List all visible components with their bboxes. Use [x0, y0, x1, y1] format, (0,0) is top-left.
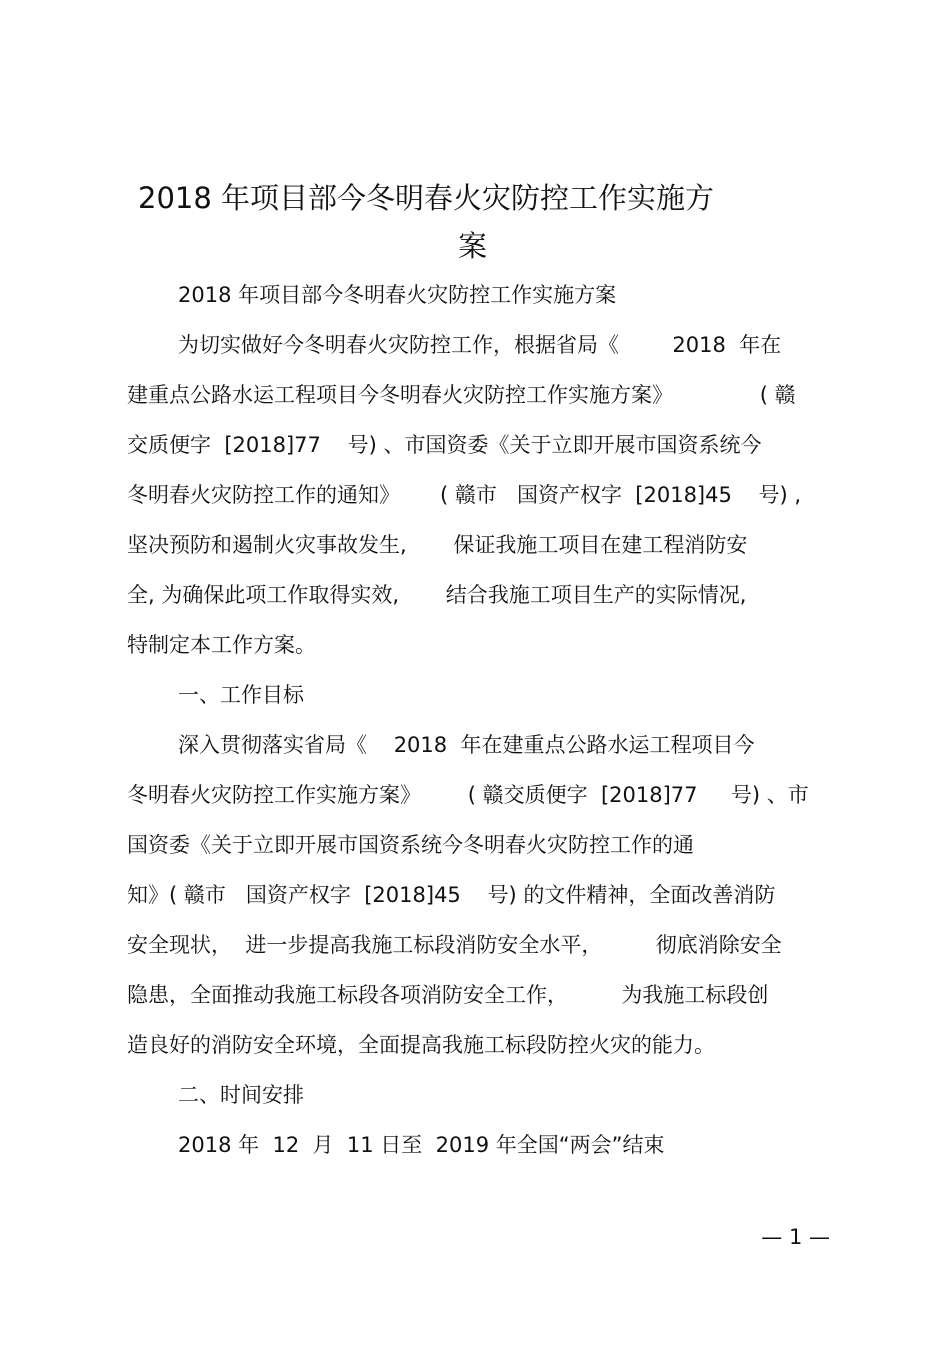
document-subtitle: 2018 年项目部今冬明春火灾防控工作实施方案	[178, 283, 617, 307]
goals-line: 冬明春火灾防控工作实施方案》 ( 赣交质便字 [2018]77 号) 、市	[127, 783, 809, 807]
goals-line: 国资委《关于立即开展市国资系统今冬明春火灾防控工作的通	[127, 833, 694, 857]
intro-line: 全, 为确保此项工作取得实效, 结合我施工项目生产的实际情况,	[127, 583, 747, 607]
intro-line: 冬明春火灾防控工作的通知》 ( 赣市 国资产权字 [2018]45 号) ,	[127, 483, 802, 507]
intro-line: 为切实做好今冬明春火灾防控工作，根据省局《 2018 年在	[178, 333, 782, 357]
goals-line: 安全现状， 进一步提高我施工标段消防安全水平， 彻底消除安全	[127, 933, 782, 957]
section-heading-schedule: 二、时间安排	[178, 1083, 304, 1107]
goals-line: 造良好的消防安全环境，全面提高我施工标段防控火灾的能力。	[127, 1033, 715, 1057]
document-title-line-1: 2018 年项目部今冬明春火灾防控工作实施方	[138, 181, 715, 215]
intro-line: 坚决预防和遏制火灾事故发生, 保证我施工项目在建工程消防安	[127, 533, 748, 557]
document-title-line-2: 案	[458, 229, 488, 263]
page-number: — 1 —	[761, 1225, 830, 1249]
intro-line: 特制定本工作方案。	[127, 633, 316, 657]
goals-line: 知》( 赣市 国资产权字 [2018]45 号) 的文件精神，全面改善消防	[127, 883, 776, 907]
goals-line: 深入贯彻落实省局《 2018 年在建重点公路水运工程项目今	[178, 733, 755, 757]
section-heading-goals: 一、工作目标	[178, 683, 304, 707]
schedule-line: 2018 年 12 月 11 日至 2019 年全国“两会”结束	[178, 1133, 665, 1157]
intro-line: 建重点公路水运工程项目今冬明春火灾防控工作实施方案》 ( 赣	[127, 383, 796, 407]
intro-line: 交质便字 [2018]77 号) 、市国资委《关于立即开展市国资系统今	[127, 433, 762, 457]
goals-line: 隐患，全面推动我施工标段各项消防安全工作， 为我施工标段创	[127, 983, 769, 1007]
